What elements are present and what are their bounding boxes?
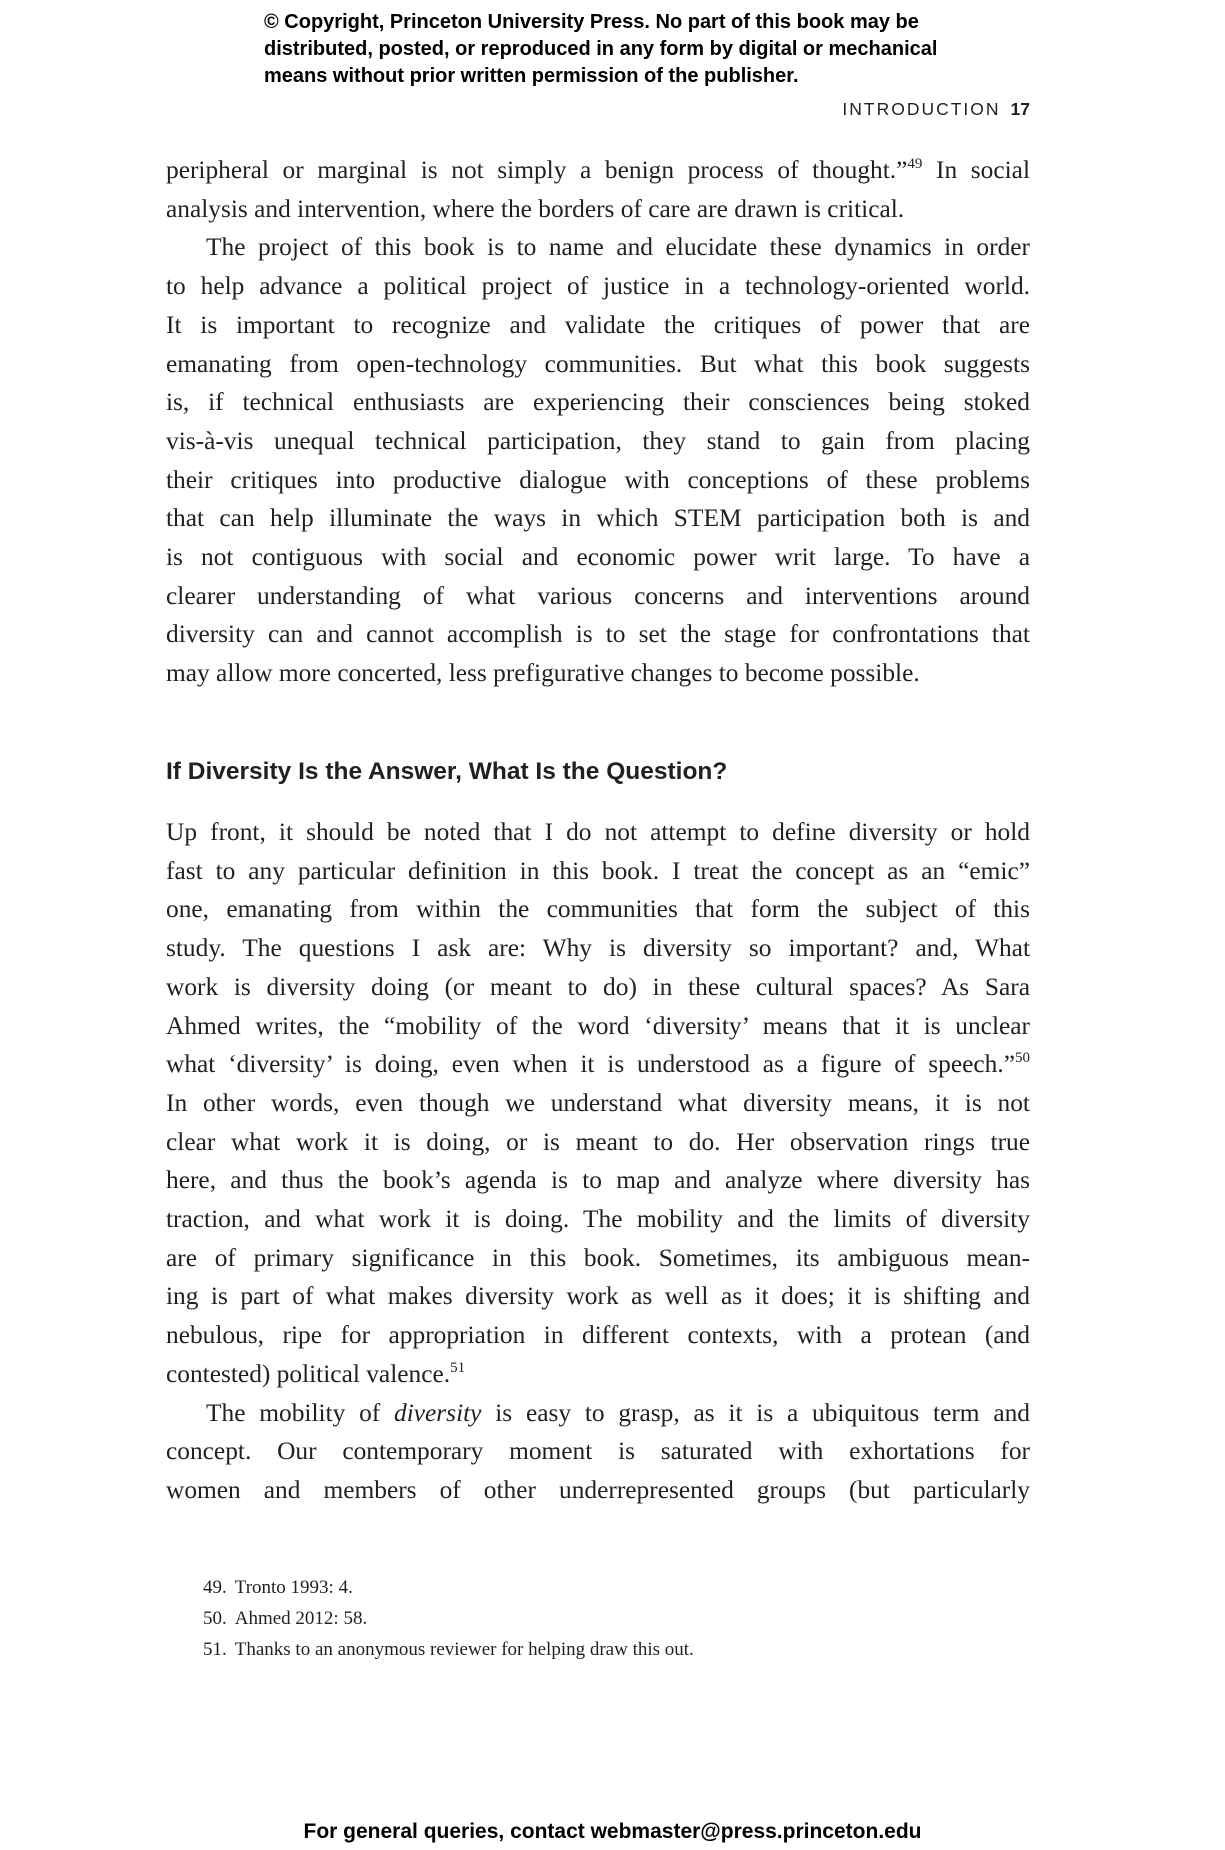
text-line: analysis and intervention, where the borders of care are drawn is critical. (166, 194, 905, 223)
text-line: Up front, it should be noted that I do not attempt to define diversity or hold (166, 818, 1030, 846)
text-line: are of primary significance in this book. Sometimes, its ambiguous mean- (166, 1243, 1030, 1272)
copyright-line: © Copyright, Princeton University Press. No part of this book may be (264, 11, 919, 33)
body-text-bottom (166, 813, 1030, 1510)
running-head (700, 97, 1030, 121)
text-line: diversity can and cannot accomplish is to set the stage for confrontations that (166, 620, 1030, 649)
footnote-50: 50. Ahmed 2012: 58. (203, 1608, 368, 1629)
text-line: here, and thus the book’s agenda is to map and analyze where diversity has (166, 1166, 1030, 1195)
text-line: emanating from open-technology communities. But what this book suggests (166, 349, 1030, 378)
text-line: to help advance a political project of justice in a technology-oriented world. (166, 272, 1030, 301)
text-line: concept. Our contemporary moment is saturated with exhortations for (166, 1437, 1030, 1466)
text-line: ing is part of what makes diversity work as well as it does; it is shifting and (166, 1282, 1030, 1311)
copyright-line: means without prior written permission of the publisher. (264, 65, 799, 87)
body-text-top (166, 151, 1030, 693)
text-line: is not contiguous with social and economic power writ large. To have a (166, 543, 1030, 572)
text-line: that can help illuminate the ways in which STEM participation both is and (166, 504, 1030, 533)
copyright-notice (264, 9, 984, 90)
text-line: work is diversity doing (or meant to do) in these cultural spaces? As Sara (166, 972, 1030, 1001)
text-line: women and members of other underrepresented groups (but particularly (166, 1475, 1030, 1504)
text-line: The mobility of diversity is easy to grasp, as it is a ubiquitous term and (206, 1398, 1030, 1427)
text-line: Ahmed writes, the “mobility of the word ‘diversity’ means that it is unclear (166, 1011, 1030, 1040)
text-line: study. The questions I ask are: Why is diversity so important? and, What (166, 934, 1030, 963)
section-heading: If Diversity Is the Answer, What Is the Question? (166, 758, 728, 785)
text-line: vis-à-vis unequal technical participation, they stand to gain from placing (166, 426, 1030, 455)
footnotes (203, 1572, 694, 1665)
text-line: is, if technical enthusiasts are experiencing their consciences being stoked (166, 388, 1030, 417)
footnote-ref-49[interactable]: 49 (907, 156, 923, 172)
text-line: The project of this book is to name and elucidate these dynamics in order (206, 233, 1030, 262)
footnote-ref-51[interactable]: 51 (450, 1359, 466, 1376)
text-line: clearer understanding of what various concerns and interventions around (166, 581, 1030, 610)
text-line: what ‘diversity’ is doing, even when it is understood as a figure of speech.”$^{50}$ (166, 1050, 1030, 1079)
text-line: may allow more concerted, less prefigurative changes to become possible. (166, 659, 920, 688)
text-line: their critiques into productive dialogue with conceptions of these problems (166, 465, 1030, 494)
page-number: 17 (1010, 99, 1030, 119)
text-line: peripheral or marginal is not simply a benign process of thought.”$^{49}$ In social (166, 156, 1030, 184)
text-line: In other words, even though we understand what diversity means, it is not (166, 1088, 1030, 1117)
text-line: clear what work it is doing, or is meant to do. Her observation rings true (166, 1127, 1030, 1156)
text-line: contested) political valence.$^{51}$ (166, 1359, 466, 1388)
footnote-ref-50[interactable]: 50 (1015, 1050, 1030, 1067)
running-head-title: INTRODUCTION (842, 99, 1001, 119)
footer-contact: For general queries, contact webmaster@press.princeton.edu (303, 1820, 922, 1843)
footnote-49: 49. Tronto 1993: 4. (203, 1577, 353, 1598)
emphasis-diversity: diversity (394, 1398, 482, 1427)
text-line: nebulous, ripe for appropriation in different contexts, with a protean (and (166, 1321, 1030, 1350)
text-line: It is important to recognize and validate the critiques of power that are (166, 310, 1030, 339)
text-line: traction, and what work it is doing. The mobility and the limits of diversity (166, 1205, 1030, 1234)
copyright-line: distributed, posted, or reproduced in any form by digital or mechanical (264, 38, 938, 60)
text-line: fast to any particular definition in this book. I treat the concept as an “emic” (166, 856, 1030, 885)
text-line: one, emanating from within the communities that form the subject of this (166, 895, 1030, 924)
footnote-51: 51. Thanks to an anonymous reviewer for helping draw this out. (203, 1639, 694, 1660)
